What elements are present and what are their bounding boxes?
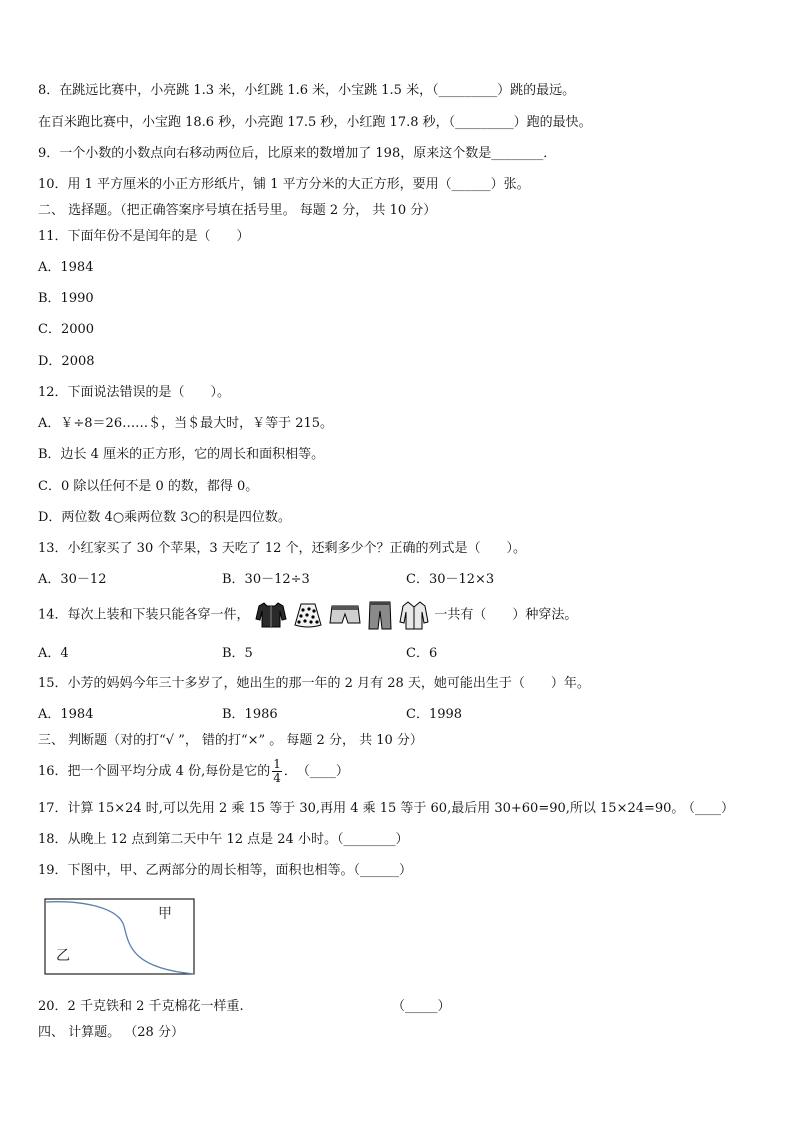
q17-answer-blank: （____） (682, 801, 735, 816)
q11-option-d: D．2008 (38, 354, 95, 369)
q12-option-d: D．两位数 4○乘两位数 3○的积是四位数。 (38, 510, 291, 525)
q12-option-b: B．边长 4 厘米的正方形，它的周长和面积相等。 (38, 447, 325, 462)
q14-option-a: A．4 (38, 646, 69, 661)
section3-heading: 三、 判断题（对的打“√ ”， 错的打“×” 。 每题 2 分， 共 10 分） (38, 733, 423, 748)
q16-text-after: ． （____） (283, 764, 349, 779)
q20-text: 20．2 千克铁和 2 千克棉花一样重. (38, 999, 244, 1014)
q13-stem: 13．小红家买了 30 个苹果，3 天吃了 12 个，还剩多少个？正确的列式是（ ）。 (38, 541, 527, 556)
q11-option-b: B．1990 (38, 291, 94, 306)
fraction-one-quarter (272, 758, 282, 785)
pants-icon (367, 600, 393, 630)
q10: 10．用 1 平方厘米的小正方形纸片，铺 1 平方分米的大正方形，要用（______）张。 (38, 177, 530, 192)
skirt-icon (293, 601, 323, 629)
q14-stem-before: 14．每次上装和下装只能各穿一件， (38, 607, 250, 623)
q17-text: 17．计算 15×24 时,可以先用 2 乘 15 等于 30,再用 4 乘 15 等于 60,最后用 30+60=90,所以 15×24=90。 (38, 801, 685, 816)
q16 (38, 756, 349, 788)
q13-option-c: C．30－12×3 (406, 572, 495, 587)
fraction-numerator: 1 (273, 757, 281, 771)
q11-option-c: C．2000 (38, 322, 95, 337)
section4-heading: 四、 计算题。 （28 分） (38, 1025, 184, 1040)
q18: 18．从晚上 12 点到第二天中午 12 点是 24 小时。（________） (38, 832, 409, 847)
q12-stem: 12．下面说法错误的是（ ）。 (38, 385, 231, 400)
q19-text: 19．下图中，甲、乙两部分的周长相等，面积也相等。（______） (38, 863, 413, 878)
q11-option-a: A．1984 (38, 260, 94, 275)
q15-option-a: A．1984 (38, 707, 94, 722)
jacket-icon (255, 601, 287, 629)
q14-option-b: B．5 (222, 646, 253, 661)
q8-line1: 8．在跳远比赛中，小亮跳 1.3 米，小红跳 1.6 米，小宝跳 1.5 米，（_________）跳的最远。 (38, 83, 576, 98)
q15-option-c: C．1998 (406, 707, 463, 722)
q19-figure (44, 898, 196, 976)
q13-option-a: A．30－12 (38, 572, 107, 587)
q12-option-c: C．0 除以任何不是 0 的数，都得 0。 (38, 479, 259, 494)
label-jia: 甲 (158, 906, 172, 922)
coat-icon (399, 600, 429, 630)
q12-option-a: A．￥÷8＝26……＄，当＄最大时，￥等于 215。 (38, 416, 334, 431)
q8-line2: 在百米跑比赛中，小宝跑 18.6 秒，小亮跑 17.5 秒，小红跑 17.8 秒，（_________）跑的最快。 (38, 115, 592, 130)
q15-stem: 15．小芳的妈妈今年三十多岁了，她出生的那一年的 2 月有 28 天，她可能出生于（ ）年。 (38, 676, 590, 691)
q13-option-b: B．30－12÷3 (222, 572, 310, 587)
section2-heading: 二、 选择题。（把正确答案序号填在括号里。 每题 2 分， 共 10 分） (38, 203, 437, 218)
shorts-icon (329, 601, 361, 629)
q11-stem: 11．下面年份不是闰年的是（ ） (38, 229, 250, 244)
q16-text-before: 16．把一个圆平均分成 4 份,每份是它的 (38, 764, 271, 779)
label-yi: 乙 (56, 948, 70, 964)
q9: 9．一个小数的小数点向右移动两位后，比原来的数增加了 198，原来这个数是________． (38, 146, 557, 161)
q15-option-b: B．1986 (222, 707, 278, 722)
q14-stem (38, 600, 577, 631)
q20-answer-blank: （_____） (392, 999, 451, 1014)
q14-stem-after: 一共有（ ）种穿法。 (434, 607, 578, 623)
q14-option-c: C．6 (406, 646, 438, 661)
fraction-denominator: 4 (273, 771, 281, 785)
